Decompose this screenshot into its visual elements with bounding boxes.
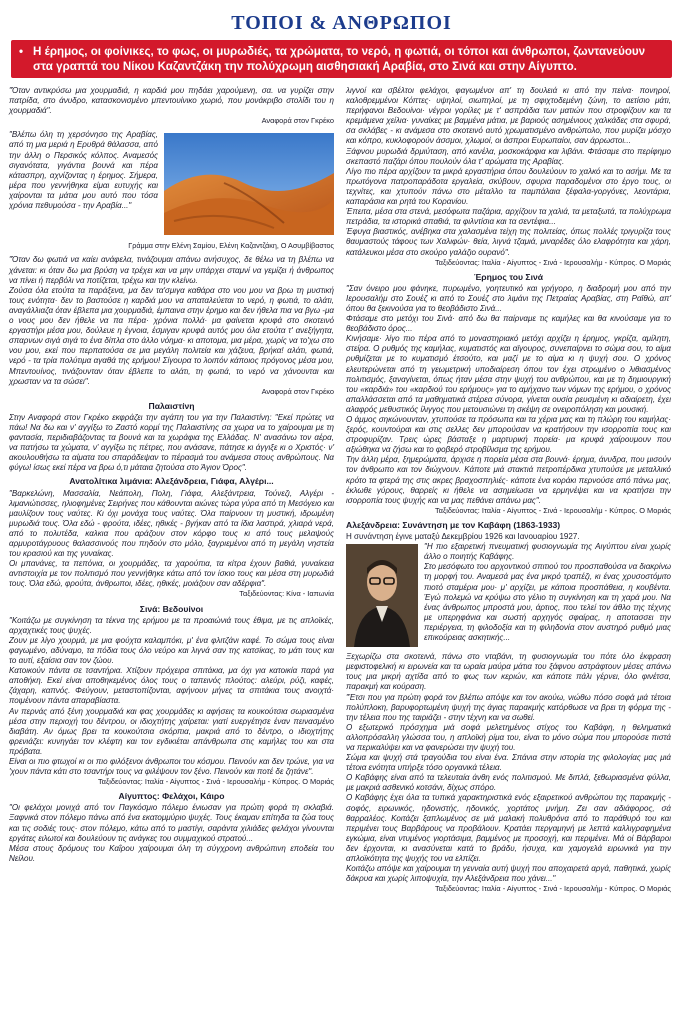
cavafy-text-7: Ο Καβάφης είναι από τα τελευταία άνθη ενός πολιτισμού. Με διπλά, ξεθωριασμένα φύλλα, με μακριά ασθενικό κοτσάνι, δίχως σπόρο. — [346, 773, 671, 793]
cairo-text-2: Ξάφνου μυρωδιά δρμιύταση, από κανέλα, μοσκοκάρφια και λιβάνι. Φτάσαμε στο περίφημο σκεπαστό παζάρι όπου πουλούν όλα τ' αρώματα της Αραβίας. — [346, 146, 671, 166]
cavafy-text-8: Ο Καβάφης έχει όλα τα τυπικά χαρακτηριστικά ενός εξαιρετικού ανθρώπου της παρακμής - σοφός, ειρωνικός, ηδονιστής, ηδονικός, χορτάτος μνήμη. Ζει σαν αδιάφορος, σά θαρραλέος. Κοιτάζει ξαπλωμένος σε μιά μαλακή πολυθρόνα από το παράθυρό του και περιμένει τους Βαρβάρους να προβάλουν. Κρατάει περγαμηνή με λεπτά καλλιγραφημένα εγκώμια, είναι ντυμένος γιορτάσιμα, βαμμένος με προσοχή, και περιμένει. Μά οί Βάρβαροι δεν έρχονται, κι ανασύνεται κατά το βράδυ, ήσυχα, και χαμογελά ειρωνικά για την απλοϊκότητα της ψυχής του να ελπίζει. — [346, 793, 671, 863]
headline-text: Η έρημος, οι φοίνικες, το φως, οι μυρωδιές, τα χρώματα, το νερό, η φωτιά, οι τόποι και άνθρωποι, ζωντανεύουν στα γραπτά του Νίκου Καζαντζάκη την πολύχρωμη αισθησιακή Αραβία, στο Σινά και στην Αίγυπτο. — [33, 45, 646, 73]
ports-heading: Ανατολίτικα λιμάνια: Αλεξάνδρεια, Γιάφα, Αλγέρι... — [69, 476, 274, 487]
headline-banner — [11, 40, 672, 78]
section-title: ΤΟΠΟΙ & ΑΝΘΡΩΠΟΙ — [231, 12, 452, 34]
bedouins-heading: Σινά: Βεδουίνοι — [139, 603, 204, 614]
cavafy-text-5: Ο εξωτερικό πρόσχημα μιά σοφά μελετημένος στίχος του Καβάφη, η θεληματικά αλλοπρόσαλλη γλώσσα του, η απλοϊκή ρίμα του, είναι το μόνο σώμα που μπορούσε πιστά να περικαλύψει και να φανερώσει την ψυχή του. — [346, 722, 671, 752]
cavafy-portrait-photo — [346, 544, 418, 647]
bedouins-text: "Κοιτάζω με συγκίνηση τα τέκνα της ερήμου με τα προαιώνιά τους έθιμα, με τις απλοϊκές, αρχαχτικές τους ψυχές. — [9, 615, 334, 635]
cavafy-text-9: Κοιτάζω απόψε και χαίρουμαι τη γενναία αυτή ψυχή που αποχαιρετά αργά, παθητικά, χωρίς δάκρυα και χωρίς λιποψυχία, την Αλεξάνδρεια που χάνει..." — [346, 864, 671, 884]
arabia-block — [9, 130, 334, 238]
sinai-text-4: Ο άμμος σηκώνουνταν, χτυπούσε τα πρόσωπα και τα χέρια μας και τη πλώρη του καμήλας· ξερός, κουντούραι και στις σελλες δεν μπορούσαν να κρατήσουν την ισορροπία τους και στροφυρίζαν. Τρεις ώρες βάσταξε η μαρτυρική πορεία· μα κρυφά χαίρουμουν που αξιώθηκα να ζήσω και το φοβερό στροβίλισμα της ερήμου. — [346, 415, 671, 455]
cairo-text: λιγνοί και σβέλτοι φελάχοι, φαγωμένοι απ' τη δουλειά κι από την πείνα· πονηροί, καλοθρεμμένοι Κόπτες· υψηλοί, σιωπηλοί, με τη σφιχτοδεμένη ζώνη, το αετίσιο μάτι, περήφανοι Βεδουίνοι· νέγροι γορίλες με τ' ασπράδια των ματιών που στροφίζουν και τα κρεμάμενα χείλια· γυναίκες με βαμμένα μάτια, με βαριούς ασημένιους χαλκάδες στα σφυρά, σα σκλάβες - κι ανάμεσα στο σκοτεινό αυτό χρωματισμένο ανθρώπολο, που μυρίζει μόσχο και κόπρο, κυκλοφορούν άσσμοι, χλωμοί, οι άσπροι Ευρωπαίοι, σαν άρρωστοι... — [346, 86, 671, 146]
source-ref: Ταξιδεύοντας: Ιταλία - Αίγυπτος - Σινά - Ιερουσαλήμ - Κύπρος. Ο Μοριάς — [97, 777, 334, 787]
cavafy-text-3: Ξεχωρίζω στα σκοτεινά, πάνω στο νταβάνι, τη φυσιογνωμία του πότε όλο έκφραση μεφιστοφελική κι ειρωνεία και τα ωραία μαύρα μάτια του ξάφνου αστράφτουν μέσες απάνω τους μια μικρή αχτίδα από το φως των κεριών, και κάποτε πάλι γέρνει, όλο φινέτσα, παρακμή και κούραση. — [346, 652, 671, 692]
sinai-text: "Σαν όνειρο μου φάνηκε, πυρωμένο, γοητευτικό και γρήγορο, η διαδρομή μου από την Ιερουσαλήμ στο Σουέζ κι από το Σουέζ στο λιμάνι της Πετραίας Αραβίας, στη Ραϊθώ, απ' όπου θα ξεκινούσα για το θεοβάδιστο Σινά... — [346, 283, 671, 313]
left-column — [9, 86, 334, 898]
ports-text-2: Οι μπανάνες, τα πεπόνια, οι χουρμάδες, τα χαρούπια, τα κίτρα έχουν βαθιά, γυναίκεια αντιστοιχία με τον πολιτισμό που γεννήθηκε κάτω από τον ίσκιο τους και μέσα στη μυρωδιά τους. Όλα εδώ, φρούτα, άνθρωποι, ιδέες, ηθικές, μοιάζουν σαν αδέρφια". — [9, 559, 334, 589]
cairo-text-5: Έφυγα βιαστικός, ανέβηκα στα χαλασμένα τείχη της πολιτείας, όπως πολλές τριγυρίζα τους θαυμαστούς τάφους των Χαλιφών· θεία, λιγνά τζαμιά, μιναρέδες όλο ελαφρότητα και χάρη, κατάλευκοι μέσα στο σκούρο γαλάζιο ουρανό". — [346, 227, 671, 257]
source-ref: Αναφορά στον Γκρέκο — [261, 386, 334, 396]
cavafy-text-4: "Έτσι που για πρώτη φορά τον βλέπω απόψε και τον ακούω, νιώθω πόσο σοφά μιά τέτοια πολύπλοκη, βαρυφορτωμένη ψυχή της άγιας παρακμής κατόρθωσε να βρει τη φόρμα της - την τέλεια που της ταιριάζει - στην τέχνη και να σωθεί. — [346, 692, 671, 722]
bedouins-text-4: Αν περνάς από ξένη χουρμαδιά και φας χουρμάδες κι αφήσεις τα κουκούτσια σωριασμένα μέσα στην περιοχή του δέντρου, οι ιδιοχτήτης χαίρεται: γιατί ευεργέτησε έναν πεινασμένο διαβάτη. Αν όμως βρει τα κουκούτσια σκόρπια, μακριά από το δέντρο, ο ιδιοχτήτης φρενιάζει: κυνηγάει τον κλέφτη και τον εγδικιέται απάνθρωπα στις καμήλες του και στα πρόβατα. — [9, 706, 334, 756]
source-ref: Ταξιδεύοντας: Ιταλία - Αίγυπτος - Σινά - Ιερουσαλήμ - Κύπρος. Ο Μοριάς — [434, 884, 671, 894]
article-columns — [9, 86, 674, 898]
egypt-text-2: Μέσα στους δρόμους του Καΐρου χαίρουμαι όλη τη σύγχρονη ανθρώπινη εποδεία του Νείλου. — [9, 843, 334, 863]
quote-fire-2: Ζούσα όλα ετούτα τα παράξενα, μα δεν τα'σμιγα καθάρα στο νου μου να βρω τη μυστική τους ενότητα· δεν το βαστούσε η καρδιά μου να απαταλεύεται το νερό, η φωτιά, το αλάτι, αναγάλλιαζα όταν έβλεπα μια χουρμαδιά, έμπαινα στην έρημο και δεν ήθελα πια να βγω -μα ο νους μου δεν ήθελε να πα πέρα· χρόνια πολλά· μα φαίνεται κρυφά στο σκοτεινό εργαστήρι μέσα μου, δούλευε η έγνοια, έσμιγαν κρυφά αυτός μου όλα ετούτα τ' ανεξήγητα, σπαρνων σιγά σιγά το ένα δίπλα στο άλλο νόημα· κι αποτομα, μια μέρα, χωρίς να το'χω στο νου μου, εκεί που περπατούσα σε μια μεγάλη πολιτεία και χάζευα, βρήκα! αλάτι, φωτιά, νερό - τα τρία πολύτιμα αγαθά της ερήμου! Σίγουρα το λοιπόν κάποιος πρόγονος μέσα μου, Μπεντουίνος, τινάζουνταν όταν έβλεπε το αλάτι, τη φωτιά, το νερό να χάνουνται και χρωσταν να τα σώσει". — [9, 285, 334, 386]
ports-text: "Βαρκελώνη, Μασσαλία, Νεάπολη, Πολη, Γιάφα, Αλεξάντρεια, Τούνεζι, Αλγέρι - λιμανιώτισσες, ηλιοφημένες Σειρήνες που κάθουνται αιώνες τώρα γύρα από τη Μεσόγειο και μαυλίζουν τους ναύτες. Κι όχι μονάχα τους ναύτες. Όλα παίρνουν τη μυστική, ιδρωμένη μυρωδιά τους. Όλα εδώ - φρούτα, ιδέες, ηθικές - βγήκαν από τα ίδια λαστιρά, χλιαρά νερά, από το πολυτέδα, καλκια που αράζουν στον κόρφο τους κι από τους μελαψούς αρμυροτάγρυους θαλασσινούς που πηδούν στο μόλο, ξαγριεμένοι από τη μεγάλη νηστεία του κρασιού και της γυναίκας. — [9, 488, 334, 559]
quote-palm: "Όταν αντικρύσω μια χουρμαδιά, η καρδιά μου πηδάει χαρούμενη, σα. να γυρίζει στην πατρίδα, στο άνυδρο, κατασκονισμένο μπεντουίνικο χωριό, που μονάκριβο στολίδι του η χουρμαδιά". — [9, 86, 334, 116]
cairo-text-4: Έπειτα, μέσα στα στενά, μεσόφωτα παζάρια, αρχίζουν τα χαλιά, τα μεταξωτά, τα πολύχρωμα πετράδια, τα ιστορικά σπαθιά, τα φιλντίσια και τα σεντέφια... — [346, 207, 671, 227]
sinai-desert-heading: Έρημος του Σινά — [473, 271, 544, 282]
quote-fire: "Όταν δω φωτιά να καίει ανάφελα, τινάζουμαι απάνω ανήσυχος, δε θέλω να τη βλέπω να χάνεται: κι όταν δω μια βρύση να τρέχει και να μην υπάρχει σταμνί να γεμίζει ή άνθρωπος να πίνει ή περβόλι να ποτίζεται, τρέχω και την κλείνω. — [9, 255, 334, 285]
sinai-text-2: Φτάσαμε στο μετόχι του Σινά· από δω θα παίρναμε τις καμήλες και θα κινούσαμε για το θεοβάδιστο όρος... — [346, 314, 671, 334]
bedouins-text-5: Είναι οι πιο φτωχοί κι οι πιο φιλόξενοι άνθρωποι του κόσμου. Πεινούν και δεν τρώνε, για να 'χουν πάντα κάτι στο τσαντήρι τους να φιλέψουν τον ξένο. Πεινούν και ποτέ δε ζητάνε". — [9, 756, 334, 777]
cavafy-text-6: Σώμα και ψυχή στά τραγούδια του είναι ένα. Σπάνια στην ιστορία της φιλολογίας μας μιά τέτοια ενότητα υπήρξε τόσο οργανικά τέλεια. — [346, 753, 671, 773]
palestine-heading: Παλαιστίνη — [148, 400, 195, 411]
source-ref: Ταξιδεύοντας: Ιταλία - Αίγυπτος - Σινά - Ιερουσαλήμ - Κύπρος. Ο Μοριάς — [434, 257, 671, 267]
cavafy-block — [346, 542, 671, 649]
egypt-heading: Αίγυπτος: Φελάχοι, Κάιρο — [118, 791, 225, 802]
bullet-icon: • — [19, 45, 24, 58]
quote-arabia: "Βλέπω όλη τη χερσόνησο της Αραβίας, από τη μια μεριά η Ερυθρά θάλασσα, από την άλλη ο Περσικός κόλπος. Αναμεσός σιγανότατα, γιγάντια βουνά και πέρα κάτασπρη, αχνίζοντας η έρημος. Σήμερα, μέρα που γεννήθηκα είμαι ευτυχής και χαίρονται τα μάτια μου αυτό που τόσα χρόνια πεθυμούσα - την Αραβία..." — [9, 130, 158, 211]
desert-dune-photo — [164, 133, 334, 235]
source-ref: Ταξιδεύοντας: Ιταλία - Αίγυπτος - Σινά - Ιερουσαλήμ - Κύπρος. Ο Μοριάς — [434, 505, 671, 515]
source-ref: Αναφορά στον Γκρέκο — [261, 116, 334, 126]
palestine-text: Στην Αναφορά στον Γκρέκο εκφράζει την αγάπη του για την Παλαιστίνη: "Εκεί πρώτες να πάω! Να δω και ν' αγγίξω το Ζαστό κορμί της Παλαιστίνης σα χωρα να το χαίρουμαι με τη φαντασία, περιδιαβάζοντας τα βουνά και τα χωράφια της Ελλάδας. Ν' ανασάνω τον αέρα, να πατήσω τα χώματα, ν' αγγίξω τις πέτρες, που ανάσανε, πάτησε κι άγγιξε κι ο Χριστός· ν' ακουλουθήσω τα αίματα του σπαράδεψαν το πέρασμά του ανάμεσα στους ανθρώπους. Να φύγω! ίσως εκεί πέρα να βρω ό,τι μάταια ζητούσα στο Άγιον Όρος". — [9, 412, 334, 473]
sinai-text-5: Την άλλη μέρα, ξημερώματα, άρχισε η πορεία μέσα στα βουνά· έρημα, άνυδρα, που μισούν τον άνθρωπο και τον διώχνουν. Κάποτε μιά στακτιά πετροπέρδικα χτυπούσε με μεταλλικό κρότο τα φτερά της στις ακρες βραχοσπηλιές· κάποτε ένα κοράκι περνούσε από πάνω μας, έκλωθε γύρους, θαρρείς κι ήθελε να ασημείωσει να ερμηνέψει και να κρατήσει την ισορροπία τους ψυχής και να μας πεθάνει απάνω μας". — [346, 455, 671, 505]
source-ref: Ταξιδεύοντας: Κίνα - Ιαπωνία — [239, 589, 334, 599]
photo-caption: Γράμμα στην Ελένη Σαμίου, Ελένη Καζαντζάκη, Ο Ασυμβίβαστος — [128, 241, 334, 251]
cavafy-intro: Η συνάντηση έγινε ματαξύ Δεκεμβρίου 1926 και Ιανουαρίου 1927. — [346, 532, 580, 542]
right-column — [346, 86, 671, 898]
sinai-text-3: Κινήσαμε· λίγο πιο πέρα από το μοναστηριακό μετόχι αρχίζει η έρημος, γκρίζα, αμίλητη, στείρα. Ο ρυθμός της καμήλας, κυματιστός και αϊγουρος, συνεπαίρνει το σώμα σου, το αίμα ρυθμίζεται με το κυματισμό έτσούτο, και μαζί με το αίμα κι η ψυχή σου. Ο χρόνος ελευτερώνεται από τη γεωμετρική υποδιαίρεση όπου τον έχει στρωμένο ο λιθιασμένος πολιτισμός, ξαναγίνεται, όπως ήταν μέσα στην ψυχή του ανθρώπου, και με τη δημιουργική του «καρδιά» του «καρδιού του ερήμους» για το αμήχανο των νόμων της ερήμου, ο χρόνος απαλλάσσεται από τα μαθηματικά στέρεα σύνορα, γίνεται ουσία ρευσμένη κι αδιαίρετη, έχει αλαφρός μεθυστικός ίλιγγος που μετουσιώνει τη σκέψη σε ονειροπόληση και μουσική. — [346, 334, 671, 414]
egypt-text: "Οι φελάχοι μονιχά από τον Παγκόσμιο πόλεμο ένιωσαν για πρώτη φορά τη σκλαβιά. Ξαφνικά στον πόλεμο πάνω από ένα εκατομμύριο ψυχές. Τους έκαμαν επίτηδα τα ζώα τους και τις σοδιές τους· στον πόλεμο, κάτω από το μαστίγι, σαράντα χιλιάδες φελάχοι γίνουνται εργάτες ειλωτοί και δουλεύουν τις ανάγκες του συμμαχικού στρατού... — [9, 803, 334, 843]
cavafy-text-2: Στο μεσόφωτο του αρχοντικού σπιτιού του προσπαθούσα να διακρίνω τη μορφή του. Αναμεσά μας ένα μικρό τραπέζι, κι ένας χρυσοστόμιτο πιοτό σταμέρια μου· μ' αρχίζει, με κάποια προσπάθεια, η κουβέντα. Έγώ πολεμώ να κρύψω στο γέλιο τη συγκίνηση και τη χαρά μου. Να ένας άνθρωπος μπροστά μου, άρτιος, που τελεί τον άθλο της τέχνης με υπερηφάνια και σωστή αρχηγός σφαίρας, η αποτασσει την περιέργεια, τη φιλοδοξία και τη φιληδονία στον αυστηρό ρυθμό μιας επικούρειας ασκητικής... — [424, 562, 671, 642]
cavafy-heading: Αλεξάνδρεια: Συνάντηση με τον Καβάφη (1863-1933) — [346, 519, 561, 530]
cavafy-text: "Η πιο εξαιρετική πνευματική φυσιογνωμία της Αιγύπτου είναι χωρίς άλλο ο ποιητής Καβάφης. — [424, 542, 671, 562]
bedouins-text-2: Ζουν με λίγο χουρμά, με μια φούχτα καλαμπόκι, μ' ένα φλιτζάνι καφέ. Το σώμα τους είναι φαγωμένο, αδύναμο, τα πόδια τους όλο νεύρο και λιγνά σαν της κατσίκας, το μάτι τους και το αυτί, εξαίσια σαν τον ζώου. — [9, 635, 334, 666]
cairo-text-3: Λίγο πιο πέρα αρχίζουν τα μικρά εργαστήρια όπου δουλεύουν το χαλκό και το ασήμι. Με τα πρωτόγονα πατροπαράδοτα εργαλεία, σκύβουν, σφυρια παραδομένοι στο έργο τους, οι τεχνίτες, και χτυπούν πάνω στο μέταλλο τα παμπάλαια ξέφαλα-γοργόνες, λεοντάρια, καπαράσια και ρητά του Κορανίου. — [346, 166, 671, 207]
bedouins-text-3: Κατοικούν πάντα σε τσαντήρια. Χτίζουν πρόχειρα σπιτάκια, μα όχι για κατοικία παρά για αποθήκη. Εκεί είναι αποθηκεμένος όλος τους ο ταπεινός πλούτος: αλεύρι, ρύζι, καφές, ζάχαρη, καπνός. Φεύγουν, μεταστοπίζονται, αφήνουν μήνες τα σπιτάκια τους ανοιχτά· ποιμένουν πάντα απαραβίαστα. — [9, 666, 334, 706]
